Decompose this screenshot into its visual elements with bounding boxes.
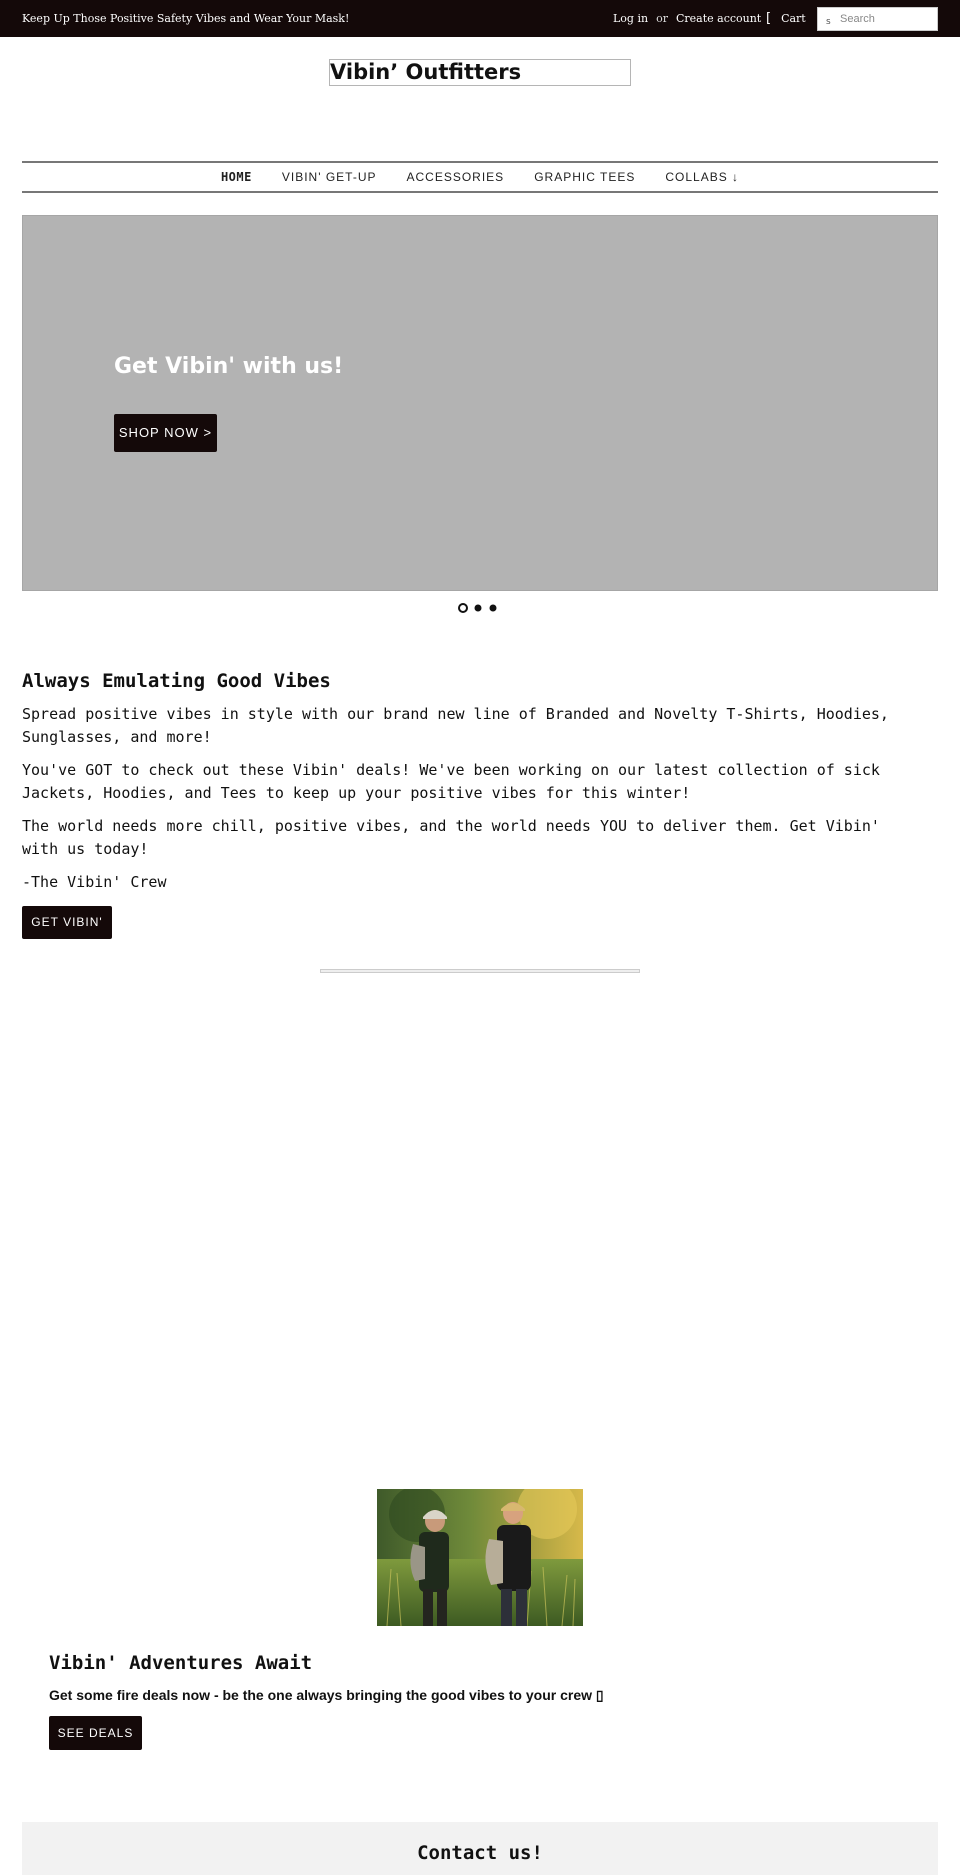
- login-link[interactable]: Log in: [613, 12, 649, 25]
- slide-dot-1[interactable]: [458, 603, 468, 613]
- see-deals-button[interactable]: SEE DEALS: [49, 1716, 142, 1750]
- slide-dot-3[interactable]: [490, 605, 497, 612]
- search-input[interactable]: [840, 11, 935, 27]
- announcement-text: Keep Up Those Positive Safety Vibes and Wear Your Mask!: [22, 12, 350, 25]
- nav-item-collabs[interactable]: COLLABS ↓: [665, 170, 740, 184]
- adventure-text: [49, 1687, 909, 1704]
- cart-label: Cart: [781, 12, 806, 25]
- nav-item-accessories[interactable]: ACCESSORIES: [406, 170, 505, 184]
- cart-icon: [: [766, 11, 772, 26]
- slideshow-dots: [458, 603, 498, 613]
- hero-slideshow: [22, 215, 938, 591]
- adventure-photo: [377, 1489, 583, 1626]
- account-links: [613, 12, 761, 25]
- create-account-link[interactable]: Create account: [675, 12, 762, 25]
- nav-item-home[interactable]: HOME: [220, 170, 252, 184]
- intro-signature: -The Vibin' Crew: [22, 873, 167, 891]
- contact-section: [22, 1822, 938, 1875]
- intro-heading: Always Emulating Good Vibes: [22, 670, 331, 692]
- slide-dot-2[interactable]: [475, 605, 482, 612]
- main-nav: [22, 161, 938, 193]
- cart-link[interactable]: [766, 11, 806, 26]
- section-divider: [320, 969, 640, 973]
- adventure-text-content: Get some fire deals now - be the one always bringing the good vibes to your crew: [49, 1687, 592, 1703]
- adventure-image: [377, 1489, 583, 1626]
- adventure-heading: Vibin' Adventures Await: [49, 1652, 313, 1674]
- nav-item-vibin-get-up[interactable]: VIBIN' GET-UP: [281, 170, 377, 184]
- shop-now-button[interactable]: SHOP NOW >: [114, 414, 217, 452]
- intro-paragraph-1: Spread positive vibes in style with our brand new line of Branded and Novelty T-Shirts, Hoodies, Sunglasses, and more!: [22, 705, 889, 746]
- hero-heading: Get Vibin' with us!: [114, 354, 344, 379]
- intro-section: [22, 670, 922, 939]
- search-box: [817, 7, 938, 31]
- nav-item-graphic-tees[interactable]: GRAPHIC TEES: [534, 170, 636, 184]
- adventure-section: [49, 1652, 909, 1750]
- get-vibin-button[interactable]: GET VIBIN': [22, 906, 112, 939]
- search-icon[interactable]: s: [826, 17, 831, 27]
- intro-paragraph-2: You've GOT to check out these Vibin' deals! We've been working on our latest collection of sick Jackets, Hoodies, and Tees to keep up your positive vibes for this winter!: [22, 761, 880, 802]
- announcement-bar: [0, 0, 960, 37]
- contact-heading: Contact us!: [417, 1842, 543, 1864]
- or-text: or: [656, 12, 668, 25]
- intro-paragraph-3: The world needs more chill, positive vibes, and the world needs YOU to deliver them. Get Vibin' with us today!: [22, 817, 880, 858]
- emoji-placeholder-icon: ▯: [595, 1687, 604, 1703]
- site-logo[interactable]: Vibin’ Outfitters: [329, 59, 631, 86]
